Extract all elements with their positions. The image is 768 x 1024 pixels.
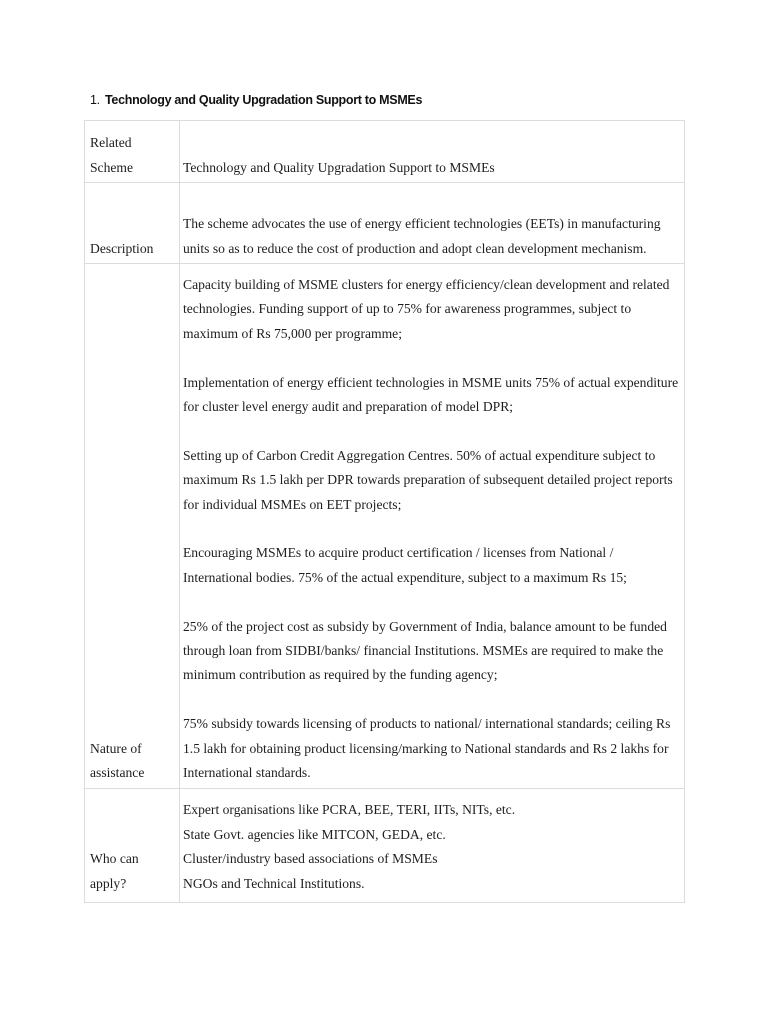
assistance-paragraph: Encouraging MSMEs to acquire product certification / licenses from National / International bodies. 75% of the actual expenditure, subject to a maximum Rs 15; [183,545,627,585]
description-label: Description [85,183,180,264]
description-value: The scheme advocates the use of energy efficient technologies (EETs) in manufacturing units so as to reduce the cost of production and adopt clean development mechanism. [180,183,685,264]
applicant-item: Cluster/industry based associations of MSMEs [183,851,438,867]
table-row [85,121,685,183]
assistance-paragraph: 25% of the project cost as subsidy by Government of India, balance amount to be funded through loan from SIDBI/banks/ financial Institutions. MSMEs are required to make the minimum contribution as required by the funding agency; [183,618,667,683]
nature-of-assistance-label: Nature of assistance [85,264,180,789]
assistance-paragraph: Setting up of Carbon Credit Aggregation Centres. 50% of actual expenditure subject to maximum Rs 1.5 lakh per DPR towards preparation of subsequent detailed project reports for individual MSMEs on EET projects; [183,447,673,512]
table-row [85,789,685,903]
applicant-item: Expert organisations like PCRA, BEE, TERI, IITs, NITs, etc. [183,802,516,818]
applicant-item: State Govt. agencies like MITCON, GEDA, etc. [183,826,446,842]
applicant-item: NGOs and Technical Institutions. [183,875,365,891]
assistance-paragraph: Capacity building of MSME clusters for energy efficiency/clean development and related technologies. Funding support of up to 75% for awareness programmes, subject to maximum of Rs 75,000 per programme; [183,277,670,341]
scheme-table [84,120,685,903]
assistance-paragraph: Implementation of energy efficient technologies in MSME units 75% of actual expenditure for cluster level energy audit and preparation of model DPR; [183,374,679,415]
related-scheme-label: Related Scheme [85,121,180,183]
table-row [85,183,685,264]
nature-of-assistance-value [180,264,685,789]
document-heading [90,93,422,107]
related-scheme-value: Technology and Quality Upgradation Support to MSMEs [180,121,685,183]
table-row [85,264,685,789]
heading-number: 1. [90,93,100,107]
assistance-paragraph: 75% subsidy towards licensing of products to national/ international standards; ceiling Rs 1.5 lakh for obtaining product licensing/marking to National standards and Rs 2 lakhs for International standards. [183,716,671,781]
heading-title: Technology and Quality Upgradation Support to MSMEs [105,93,423,107]
who-can-apply-label: Who can apply? [85,789,180,903]
who-can-apply-value [180,789,685,903]
